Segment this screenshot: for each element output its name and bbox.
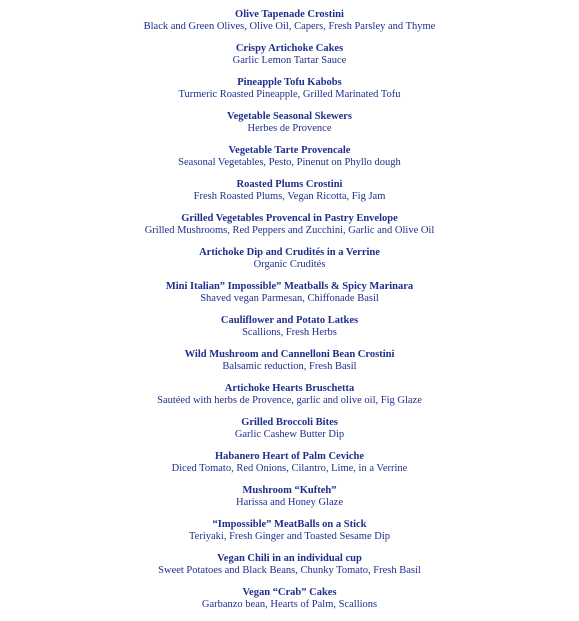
menu-item — [0, 315, 579, 349]
menu-item-name: Grilled Vegetables Provencal in Pastry Envelope — [181, 213, 398, 224]
menu-item — [0, 111, 579, 145]
menu-item-description: Sweet Potatoes and Black Beans, Chunky Tomato, Fresh Basil — [158, 565, 421, 576]
menu-item — [0, 349, 579, 383]
menu-item-name: Crispy Artichoke Cakes — [235, 43, 344, 54]
menu-item-description: Grilled Mushrooms, Red Peppers and Zucchini, Garlic and Olive Oil — [144, 225, 435, 236]
menu-item-name: Olive Tapenade Crostini — [235, 9, 344, 20]
menu-item-name: Artichoke Dip and Crudités in a Verrine — [199, 247, 380, 258]
menu-item-name: Pineapple Tofu Kabobs — [237, 77, 342, 88]
menu-item — [0, 587, 579, 621]
menu-item-description: Scallions, Fresh Herbs — [242, 327, 337, 338]
menu-item-description: Balsamic reduction, Fresh Basil — [222, 361, 357, 372]
menu-item — [0, 43, 579, 77]
menu-item-description: Diced Tomato, Red Onions, Cilantro, Lime, in a Verrine — [171, 463, 408, 474]
menu-item-name: Habanero Heart of Palm Ceviche — [214, 451, 365, 462]
menu-item — [0, 383, 579, 417]
menu-item-description: Organic Crudités — [253, 259, 326, 270]
menu-item-description: Seasonal Vegetables, Pesto, Pinenut on Phyllo dough — [178, 157, 401, 168]
menu-item-name: Vegan “Crab” Cakes — [242, 587, 337, 598]
menu-item-name: Vegetable Seasonal Skewers — [226, 111, 353, 122]
menu-item-name: Vegan Chili in an individual cup — [217, 553, 362, 564]
menu-item-description: Turmeric Roasted Pineapple, Grilled Marinated Tofu — [178, 89, 401, 100]
menu-item-name: Roasted Plums Crostini — [236, 179, 343, 190]
menu-item-name: Wild Mushroom and Cannelloni Bean Crostini — [184, 349, 395, 360]
menu-item-name: Mini Italian” Impossible” Meatballs & Spicy Marinara — [165, 281, 414, 292]
menu-item-description: Herbes de Provence — [247, 123, 332, 134]
menu-item — [0, 247, 579, 281]
menu-item-name: Mushroom “Kufteh” — [242, 485, 337, 496]
menu-item-description: Black and Green Olives, Olive Oil, Capers, Fresh Parsley and Thyme — [143, 21, 436, 32]
menu-item — [0, 553, 579, 587]
menu-item — [0, 451, 579, 485]
menu-item — [0, 179, 579, 213]
menu-item-description: Sautéed with herbs de Provence, garlic and olive oil, Fig Glaze — [157, 395, 422, 406]
menu-item — [0, 9, 579, 43]
menu-item-description: Fresh Roasted Plums, Vegan Ricotta, Fig Jam — [193, 191, 386, 202]
menu-item-description: Garlic Lemon Tartar Sauce — [232, 55, 347, 66]
menu-item — [0, 77, 579, 111]
menu-item — [0, 417, 579, 451]
menu-item-description: Garbanzo bean, Hearts of Palm, Scallions — [201, 599, 378, 610]
menu-item-name: Artichoke Hearts Bruschetta — [224, 383, 355, 394]
menu-item — [0, 145, 579, 179]
menu-item — [0, 213, 579, 247]
menu-item — [0, 485, 579, 519]
menu-item — [0, 519, 579, 553]
menu-item-name: Cauliflower and Potato Latkes — [220, 315, 359, 326]
menu-item-description: Teriyaki, Fresh Ginger and Toasted Sesame Dip — [189, 531, 390, 542]
menu-item-description: Harissa and Honey Glaze — [236, 497, 343, 508]
menu-item-name: Grilled Broccoli Bites — [241, 417, 338, 428]
menu-item-name: “Impossible” MeatBalls on a Stick — [212, 519, 367, 530]
menu-item-name: Vegetable Tarte Provencale — [228, 145, 351, 156]
menu-item-description: Garlic Cashew Butter Dip — [234, 429, 345, 440]
menu-item — [0, 281, 579, 315]
menu-item-description: Shaved vegan Parmesan, Chiffonade Basil — [200, 293, 379, 304]
